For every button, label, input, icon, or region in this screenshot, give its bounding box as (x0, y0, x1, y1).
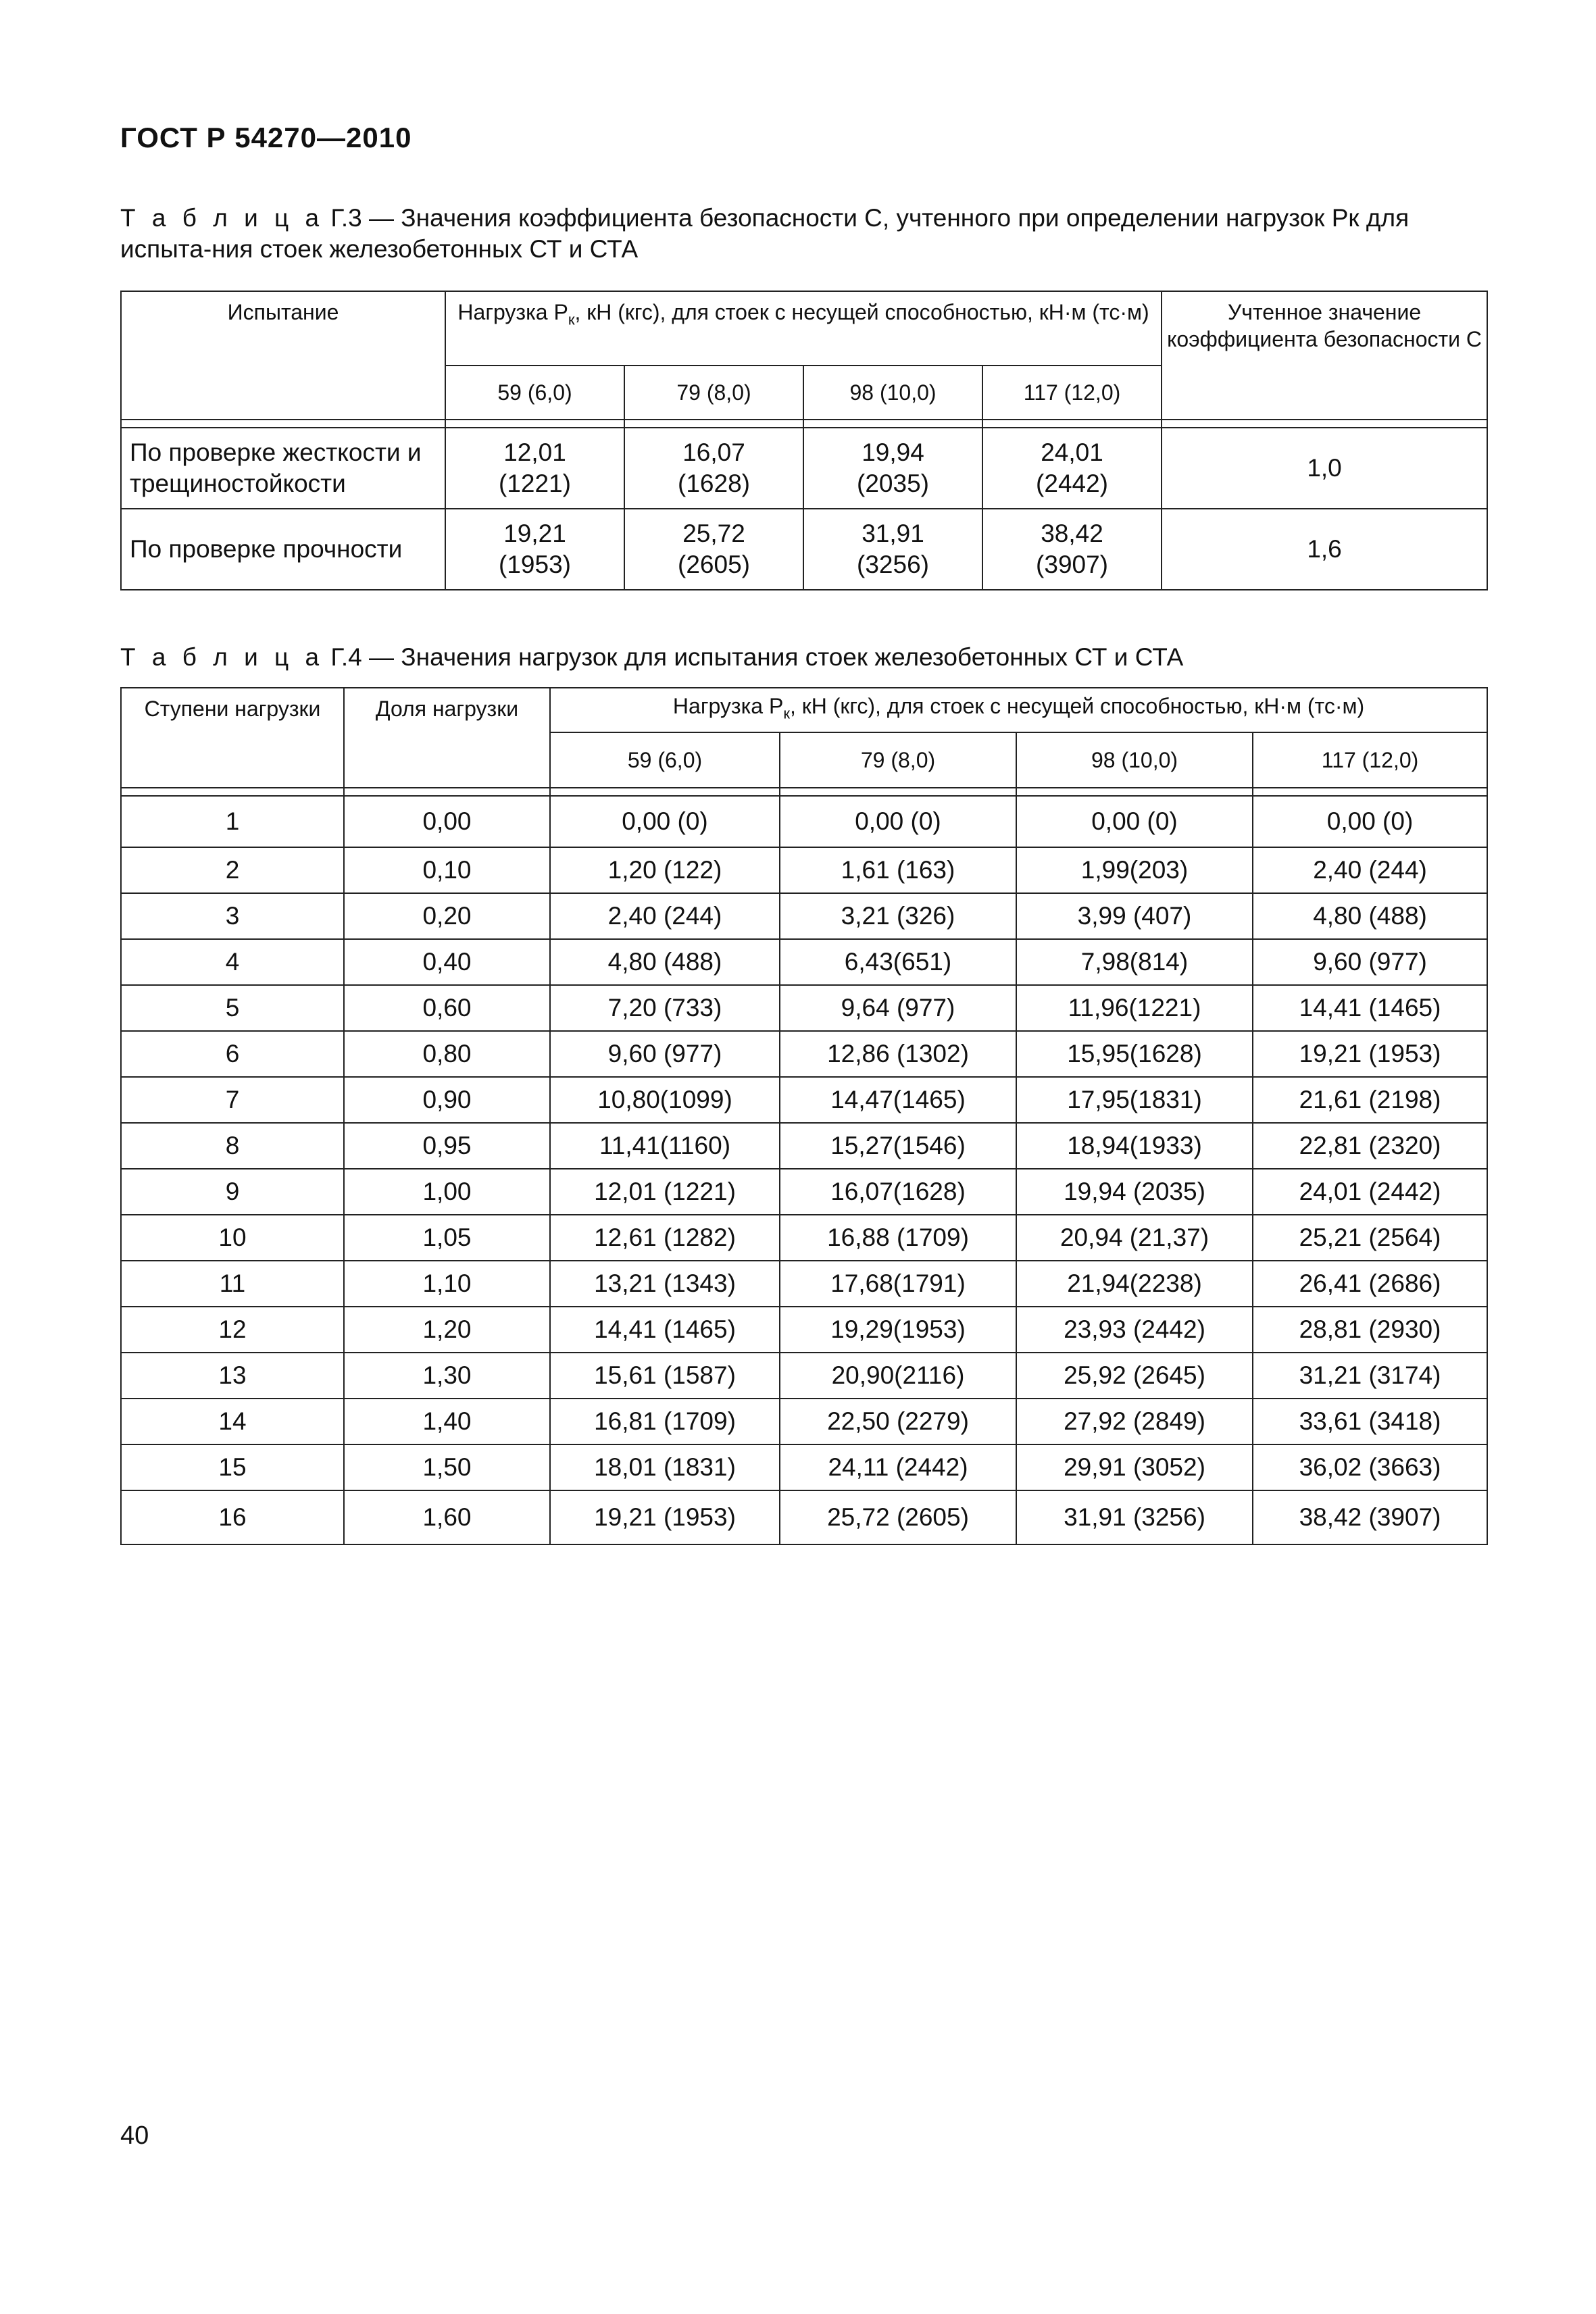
share-cell: 1,00 (344, 1169, 550, 1215)
header-load: Нагрузка $P_к$, кН (кгс), для стоек с несущей способностью, кН·м (тс·м) (550, 688, 1487, 732)
step-cell: 13 (121, 1353, 344, 1399)
share-cell: 0,00 (344, 796, 550, 847)
load-cell: 9,64 (977) (780, 985, 1016, 1031)
load-cell: 22,81 (2320) (1253, 1123, 1487, 1169)
step-cell: 12 (121, 1307, 344, 1353)
table-row (121, 1307, 1487, 1353)
load-cell: 21,61 (2198) (1253, 1077, 1487, 1123)
load-cell: 1,61 (163) (780, 847, 1016, 893)
table-row (121, 1353, 1487, 1399)
table-g4 (120, 687, 1488, 1545)
load-cell: 10,80(1099) (550, 1077, 780, 1123)
load-cell: 27,92 (2849) (1016, 1399, 1253, 1444)
load-cell: 3,99 (407) (1016, 893, 1253, 939)
load-cell: 9,60 (977) (1253, 939, 1487, 985)
capacity-header: 59 (6,0) (550, 732, 780, 788)
share-cell: 0,95 (344, 1123, 550, 1169)
capacity-header: 98 (10,0) (1016, 732, 1253, 788)
load-cell: 24,01 (2442) (982, 428, 1162, 509)
step-cell: 8 (121, 1123, 344, 1169)
step-cell: 6 (121, 1031, 344, 1077)
load-cell: 0,00 (0) (1253, 796, 1487, 847)
step-cell: 10 (121, 1215, 344, 1261)
load-cell: 38,42 (3907) (982, 509, 1162, 590)
table-g4-caption (120, 642, 1478, 673)
table-row (121, 1215, 1487, 1261)
table-row (121, 893, 1487, 939)
load-cell: 0,00 (0) (780, 796, 1016, 847)
load-cell: 28,81 (2930) (1253, 1307, 1487, 1353)
caption-prefix: Т а б л и ц а (120, 204, 324, 232)
load-cell: 24,01 (2442) (1253, 1169, 1487, 1215)
load-cell: 16,07(1628) (780, 1169, 1016, 1215)
load-cell: 31,91 (3256) (803, 509, 982, 590)
table-row (121, 1399, 1487, 1444)
load-cell: 24,11 (2442) (780, 1444, 1016, 1490)
caption-number: Г.3 — (324, 204, 401, 232)
share-cell: 1,60 (344, 1490, 550, 1544)
step-cell: 4 (121, 939, 344, 985)
header-share: Доля нагрузки (344, 688, 550, 788)
load-cell: 23,93 (2442) (1016, 1307, 1253, 1353)
step-cell: 16 (121, 1490, 344, 1544)
load-cell: 18,01 (1831) (550, 1444, 780, 1490)
caption-text: Значения нагрузок для испытания стоек железобетонных СТ и СТА (401, 643, 1184, 671)
load-cell: 19,94 (2035) (1016, 1169, 1253, 1215)
capacity-header: 117 (12,0) (982, 366, 1162, 420)
load-cell: 15,27(1546) (780, 1123, 1016, 1169)
capacity-header: 59 (6,0) (445, 366, 624, 420)
page-number: 40 (120, 2121, 149, 2150)
header-test: Испытание (121, 291, 445, 420)
capacity-header: 79 (8,0) (780, 732, 1016, 788)
coefficient-cell: 1,6 (1162, 509, 1487, 590)
load-cell: 15,95(1628) (1016, 1031, 1253, 1077)
load-cell: 19,21 (1953) (445, 509, 624, 590)
table-row (121, 509, 1487, 590)
capacity-header: 98 (10,0) (803, 366, 982, 420)
load-cell: 11,41(1160) (550, 1123, 780, 1169)
load-cell: 6,43(651) (780, 939, 1016, 985)
load-cell: 20,90(2116) (780, 1353, 1016, 1399)
row-label: По проверке жесткости и трещиностойкости (121, 428, 445, 509)
load-cell: 9,60 (977) (550, 1031, 780, 1077)
load-cell: 36,02 (3663) (1253, 1444, 1487, 1490)
step-cell: 3 (121, 893, 344, 939)
load-cell: 16,07 (1628) (624, 428, 803, 509)
load-cell: 12,01 (1221) (550, 1169, 780, 1215)
row-label: По проверке прочности (121, 509, 445, 590)
step-cell: 15 (121, 1444, 344, 1490)
load-cell: 19,29(1953) (780, 1307, 1016, 1353)
load-cell: 0,00 (0) (1016, 796, 1253, 847)
table-g3 (120, 291, 1488, 590)
share-cell: 1,20 (344, 1307, 550, 1353)
load-cell: 14,47(1465) (780, 1077, 1016, 1123)
load-cell: 25,72 (2605) (780, 1490, 1016, 1544)
table-row (121, 1031, 1487, 1077)
table-row (121, 847, 1487, 893)
step-cell: 9 (121, 1169, 344, 1215)
load-cell: 17,95(1831) (1016, 1077, 1253, 1123)
share-cell: 1,05 (344, 1215, 550, 1261)
load-cell: 25,21 (2564) (1253, 1215, 1487, 1261)
load-cell: 12,61 (1282) (550, 1215, 780, 1261)
share-cell: 1,30 (344, 1353, 550, 1399)
load-cell: 4,80 (488) (1253, 893, 1487, 939)
table-row (121, 1444, 1487, 1490)
share-cell: 1,50 (344, 1444, 550, 1490)
load-cell: 19,94 (2035) (803, 428, 982, 509)
step-cell: 2 (121, 847, 344, 893)
table-row (121, 1490, 1487, 1544)
capacity-header: 79 (8,0) (624, 366, 803, 420)
table-row (121, 1169, 1487, 1215)
load-cell: 3,21 (326) (780, 893, 1016, 939)
table-g3-caption (120, 203, 1478, 265)
share-cell: 0,20 (344, 893, 550, 939)
load-cell: 33,61 (3418) (1253, 1399, 1487, 1444)
table-row (121, 1077, 1487, 1123)
step-cell: 1 (121, 796, 344, 847)
header-coefficient: Учтенное значение коэффициента безопасности C (1162, 291, 1487, 420)
load-cell: 7,98(814) (1016, 939, 1253, 985)
share-cell: 0,60 (344, 985, 550, 1031)
load-cell: 2,40 (244) (1253, 847, 1487, 893)
step-cell: 5 (121, 985, 344, 1031)
load-cell: 15,61 (1587) (550, 1353, 780, 1399)
load-cell: 2,40 (244) (550, 893, 780, 939)
table-g4-body (121, 796, 1487, 1544)
load-cell: 31,21 (3174) (1253, 1353, 1487, 1399)
load-cell: 16,81 (1709) (550, 1399, 780, 1444)
load-cell: 18,94(1933) (1016, 1123, 1253, 1169)
header-step: Ступени нагрузки (121, 688, 344, 788)
load-cell: 1,99(203) (1016, 847, 1253, 893)
share-cell: 0,80 (344, 1031, 550, 1077)
capacity-header: 117 (12,0) (1253, 732, 1487, 788)
load-cell: 25,92 (2645) (1016, 1353, 1253, 1399)
share-cell: 0,10 (344, 847, 550, 893)
caption-number: Г.4 — (324, 643, 401, 671)
share-cell: 0,90 (344, 1077, 550, 1123)
table-row (121, 939, 1487, 985)
load-cell: 11,96(1221) (1016, 985, 1253, 1031)
step-cell: 14 (121, 1399, 344, 1444)
load-cell: 25,72 (2605) (624, 509, 803, 590)
load-cell: 16,88 (1709) (780, 1215, 1016, 1261)
load-cell: 7,20 (733) (550, 985, 780, 1031)
load-cell: 13,21 (1343) (550, 1261, 780, 1307)
load-cell: 29,91 (3052) (1016, 1444, 1253, 1490)
caption-prefix: Т а б л и ц а (120, 643, 324, 671)
step-cell: 11 (121, 1261, 344, 1307)
load-cell: 14,41 (1465) (1253, 985, 1487, 1031)
caption-text: Значения коэффициента безопасности C, учтенного при определении нагрузок Pк для испыта-ния стоек железобетонных СТ и СТА (120, 204, 1410, 263)
load-cell: 21,94(2238) (1016, 1261, 1253, 1307)
share-cell: 1,40 (344, 1399, 550, 1444)
load-cell: 20,94 (21,37) (1016, 1215, 1253, 1261)
load-cell: 0,00 (0) (550, 796, 780, 847)
load-cell: 4,80 (488) (550, 939, 780, 985)
header-load: Нагрузка $P_к$, кН (кгс), для стоек с несущей способностью, кН·м (тс·м) (445, 291, 1162, 366)
coefficient-cell: 1,0 (1162, 428, 1487, 509)
table-row (121, 985, 1487, 1031)
step-cell: 7 (121, 1077, 344, 1123)
document-header: ГОСТ Р 54270—2010 (120, 122, 412, 153)
load-cell: 26,41 (2686) (1253, 1261, 1487, 1307)
load-cell: 12,86 (1302) (780, 1031, 1016, 1077)
table-row (121, 1261, 1487, 1307)
load-cell: 19,21 (1953) (550, 1490, 780, 1544)
table-row (121, 1123, 1487, 1169)
table-row (121, 428, 1487, 509)
load-cell: 22,50 (2279) (780, 1399, 1016, 1444)
share-cell: 0,40 (344, 939, 550, 985)
table-row (121, 796, 1487, 847)
load-cell: 17,68(1791) (780, 1261, 1016, 1307)
load-cell: 14,41 (1465) (550, 1307, 780, 1353)
load-cell: 1,20 (122) (550, 847, 780, 893)
load-cell: 38,42 (3907) (1253, 1490, 1487, 1544)
share-cell: 1,10 (344, 1261, 550, 1307)
load-cell: 19,21 (1953) (1253, 1031, 1487, 1077)
load-cell: 12,01 (1221) (445, 428, 624, 509)
load-cell: 31,91 (3256) (1016, 1490, 1253, 1544)
